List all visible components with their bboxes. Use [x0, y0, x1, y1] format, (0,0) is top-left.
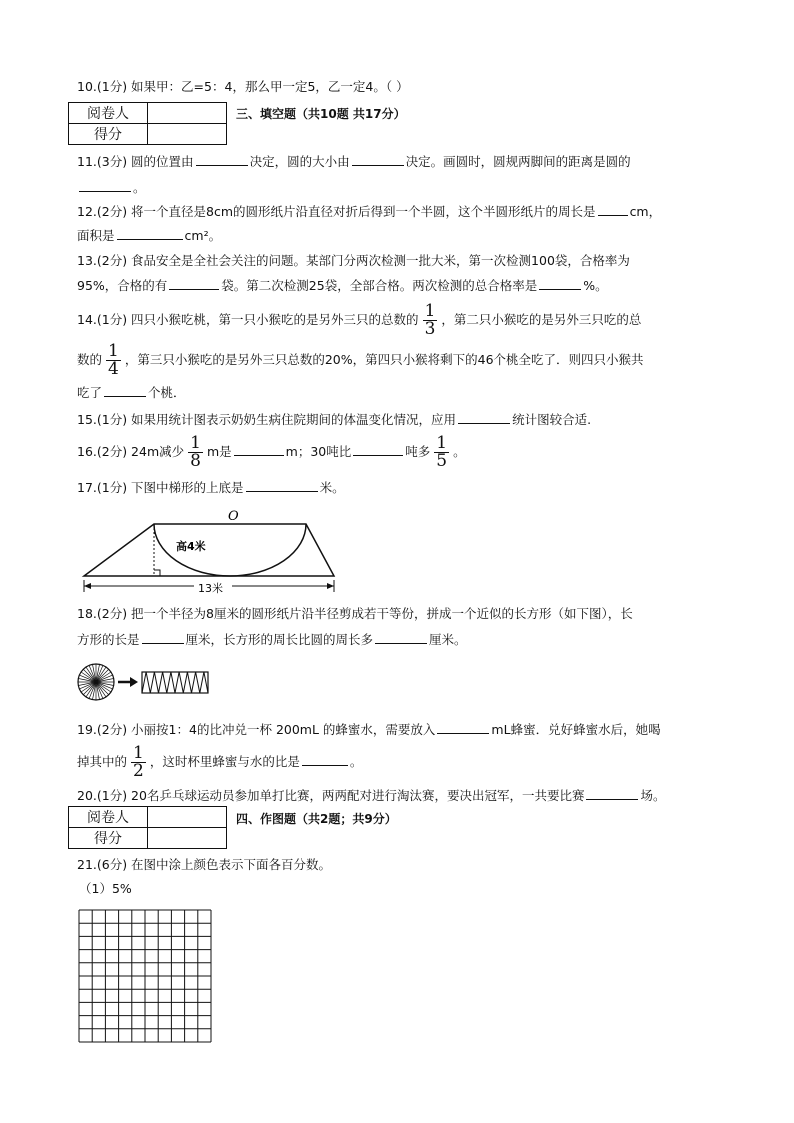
question-11 [77, 152, 631, 171]
rectangle-sectors [142, 672, 208, 693]
q16-text-a: 16.(2分) 24m减少 [77, 444, 185, 459]
q12-blank-1[interactable] [598, 202, 628, 216]
q12-text-a: 12.(2分) 将一个直径是8cm的圆形纸片沿直径对折后得到一个半圆，这个半圆形纸片的周长是 [77, 204, 596, 219]
q12-blank-2[interactable] [117, 226, 183, 240]
q19-blank-2[interactable] [302, 752, 348, 766]
question-16 [77, 432, 466, 472]
question-15 [77, 410, 591, 429]
arrow-head [130, 677, 138, 687]
section-3-title: 三、填空题（共10题 共17分） [236, 107, 406, 121]
question-13-cont [77, 276, 608, 295]
q10-text: 10.(1分) 如果甲：乙=5：4，那么甲一定5，乙一定4。（ ） [77, 79, 409, 94]
q14-text-b: ，第二只小猴吃的是另外三只吃的总 [441, 312, 642, 327]
q11-blank-2[interactable] [352, 152, 404, 166]
question-13 [77, 252, 630, 270]
q14-fraction-1: $\frac{1}{3}$ [424, 301, 436, 339]
trapezoid-figure [78, 500, 348, 600]
q19-text-b: mL蜂蜜．兑好蜂蜜水后，她喝 [491, 722, 661, 737]
reviewer-field[interactable] [148, 807, 227, 828]
question-21 [77, 856, 331, 874]
question-17 [77, 478, 345, 497]
q18-text-c: 厘米，长方形的周长比圆的周长多 [185, 632, 374, 647]
q14-fraction-2: $\frac{1}{4}$ [108, 341, 119, 379]
base-label: 13米 [198, 582, 223, 595]
height-label: 高4米 [176, 540, 206, 553]
q17-blank[interactable] [246, 478, 318, 492]
score-label: 得分 [69, 124, 148, 145]
question-20 [77, 786, 665, 805]
q12-text-d: cm²。 [184, 228, 222, 243]
q13-text-d: %。 [583, 278, 608, 293]
q19-text-e: 。 [349, 754, 363, 769]
q18-blank-2[interactable] [375, 630, 427, 644]
q16-text-b: m是 [206, 444, 232, 459]
q16-fraction-2: $\frac{1}{5}$ [436, 433, 448, 471]
q17-text-a: 17.(1分) 下图中梯形的上底是 [77, 480, 244, 495]
q14-blank[interactable] [104, 383, 146, 397]
question-19 [77, 720, 661, 739]
q13-text-a: 13.(2分) 食品安全是全社会关注的问题。某部门分两次检测一批大米，第一次检测100袋，合格率为 [77, 253, 630, 268]
q13-blank-1[interactable] [169, 276, 219, 290]
question-19-cont [77, 742, 362, 782]
q12-text-b: cm， [629, 204, 662, 219]
q14-text-d: ，第三只小猴吃的是另外三只总数的20%，第四只小猴将剩下的46个桃全吃了．则四只小猴共 [124, 352, 644, 367]
q11-text-b: 决定，圆的大小由 [249, 154, 350, 169]
q19-text-a: 19.(2分) 小丽按1：4的比冲兑一杯 200mL 的蜂蜜水，需要放入 [77, 722, 436, 737]
q11-blank-3[interactable] [79, 178, 131, 192]
question-18 [77, 605, 633, 623]
right-angle-mark [154, 570, 160, 576]
score-label: 得分 [69, 828, 148, 849]
q16-fraction-1: $\frac{1}{8}$ [190, 433, 201, 471]
reviewer-label: 阅卷人 [69, 807, 148, 828]
q12-text-c: 面积是 [77, 228, 115, 243]
reviewer-field[interactable] [148, 103, 227, 124]
score-field[interactable] [148, 124, 227, 145]
q13-blank-2[interactable] [539, 276, 581, 290]
center-label-o: O [228, 509, 239, 524]
q19-text-c: 掉其中的 [77, 754, 128, 769]
question-21-sub1: （1）5% [79, 881, 132, 896]
score-field[interactable] [148, 828, 227, 849]
question-18-cont [77, 630, 467, 649]
q11-text-c: 决定。画圆时，圆规两脚间的距离是圆的 [405, 154, 631, 169]
q16-text-e: 。 [453, 444, 466, 459]
q18-text-a: 18.(2分) 把一个半径为8厘米的圆形纸片沿半径剪成若干等份，拼成一个近似的长方形（如下图），长 [77, 606, 633, 621]
q16-text-c: m；30吨比 [285, 444, 352, 459]
q14-text-f: 个桃． [148, 385, 186, 400]
question-12 [77, 202, 661, 221]
question-11-cont [77, 178, 146, 197]
question-14-cont [77, 340, 644, 380]
q16-text-d: 吨多 [405, 444, 431, 459]
score-box-2 [68, 806, 227, 849]
q15-blank[interactable] [458, 410, 510, 424]
section-4-title: 四、作图题（共2题；共9分） [236, 812, 397, 826]
q19-fraction: $\frac{1}{2}$ [133, 743, 144, 781]
q15-text-b: 统计图较合适. [512, 412, 592, 427]
q19-blank-1[interactable] [437, 720, 489, 734]
q11-blank-1[interactable] [196, 152, 248, 166]
q18-text-b: 方形的长是 [77, 632, 140, 647]
q17-text-b: 米。 [319, 480, 345, 495]
circle-spokes [78, 664, 114, 700]
question-14-cont2 [77, 383, 186, 402]
question-14 [77, 300, 641, 340]
q14-text-a: 14.(1分) 四只小猴吃桃，第一只小猴吃的是另外三只的总数的 [77, 312, 419, 327]
hundred-grid[interactable] [78, 909, 212, 1043]
q13-text-c: 袋。第二次检测25袋，全部合格。两次检测的总合格率是 [221, 278, 538, 293]
q20-text-a: 20.(1分) 20名乒乓球运动员参加单打比赛，两两配对进行淘汰赛，要决出冠军，一共要比赛 [77, 788, 585, 803]
circle-to-rectangle-figure [76, 662, 216, 702]
q16-blank-1[interactable] [234, 442, 284, 456]
q13-text-b: 95%，合格的有 [77, 278, 168, 293]
q18-blank-1[interactable] [142, 630, 184, 644]
q14-text-c: 数的 [77, 352, 103, 367]
q15-text-a: 15.(1分) 如果用统计图表示奶奶生病住院期间的体温变化情况，应用 [77, 412, 457, 427]
q21-text-a: 21.(6分) 在图中涂上颜色表示下面各百分数。 [77, 857, 332, 872]
q19-text-d: ，这时杯里蜂蜜与水的比是 [149, 754, 300, 769]
q16-blank-2[interactable] [353, 442, 403, 456]
reviewer-label: 阅卷人 [69, 103, 148, 124]
question-12-cont [77, 226, 221, 245]
q11-text-a: 11.(3分) 圆的位置由 [77, 154, 194, 169]
q18-text-d: 厘米。 [429, 632, 467, 647]
q14-text-e: 吃了 [77, 385, 103, 400]
q11-text-d: 。 [133, 180, 146, 195]
q20-text-b: 场。 [640, 788, 666, 803]
question-10 [77, 78, 409, 96]
q20-blank[interactable] [586, 786, 638, 800]
score-box-1 [68, 102, 227, 145]
